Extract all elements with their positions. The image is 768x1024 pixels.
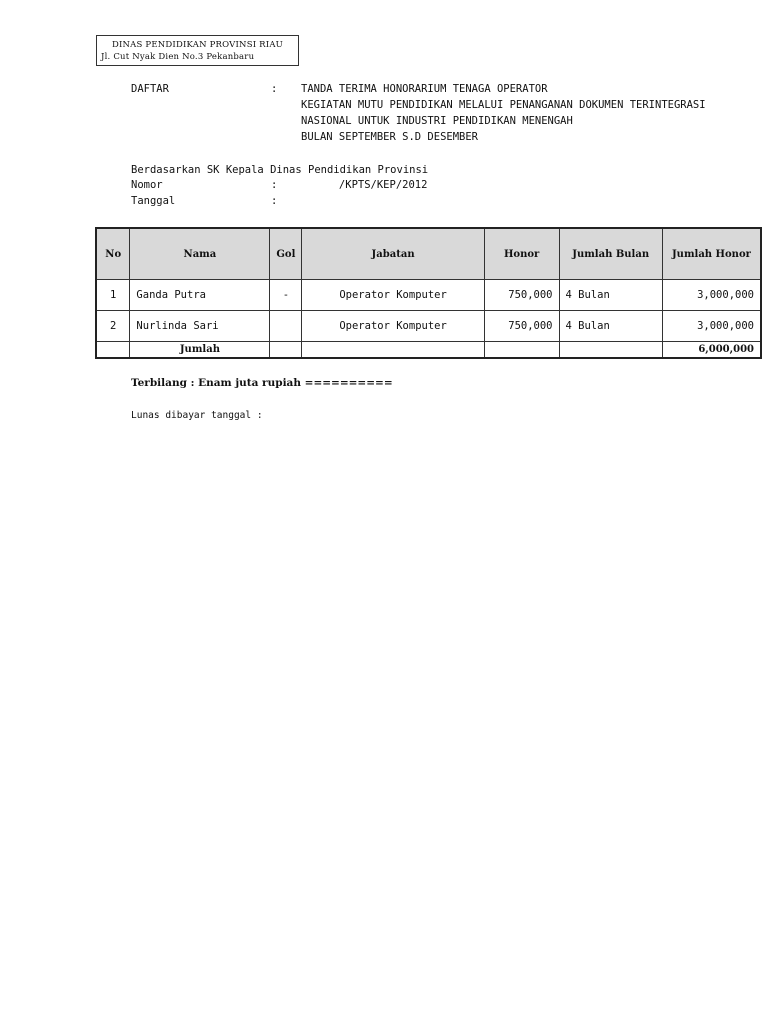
agency-header-box [96, 35, 299, 66]
cell-gol: - [270, 280, 302, 311]
total-value: 6,000,000 [662, 342, 761, 359]
cell-honor: 750,000 [484, 280, 559, 311]
cell-jumlah-bulan: 4 Bulan [559, 311, 662, 342]
cell-gol [270, 311, 302, 342]
cell-honor: 750,000 [484, 311, 559, 342]
header-gol: Gol [270, 228, 302, 280]
total-empty-gol [270, 342, 302, 359]
header-no: No [96, 228, 130, 280]
cell-jabatan: Operator Komputer [302, 311, 484, 342]
terbilang-text: Terbilang : Enam juta rupiah ========== [131, 377, 393, 389]
table-total-row [96, 342, 761, 359]
tanggal-colon: : [271, 195, 278, 207]
nomor-colon: : [271, 179, 278, 191]
cell-jabatan: Operator Komputer [302, 280, 484, 311]
nomor-value: /KPTS/KEP/2012 [301, 179, 428, 191]
header-honor: Honor [484, 228, 559, 280]
honorarium-table [95, 227, 762, 359]
sk-intro: Berdasarkan SK Kepala Dinas Pendidikan Provinsi [131, 164, 429, 176]
header-jabatan: Jabatan [302, 228, 484, 280]
daftar-line-1: TANDA TERIMA HONORARIUM TENAGA OPERATOR [301, 83, 548, 95]
total-empty-honor [484, 342, 559, 359]
tanggal-label: Tanggal [131, 195, 176, 207]
cell-no: 2 [96, 311, 130, 342]
daftar-line-2: KEGIATAN MUTU PENDIDIKAN MELALUI PENANGANAN DOKUMEN TERINTEGRASI [301, 99, 706, 111]
header-jumlah-honor: Jumlah Honor [662, 228, 761, 280]
table-row [96, 311, 761, 342]
nomor-label: Nomor [131, 179, 163, 191]
cell-jumlah-honor: 3,000,000 [662, 311, 761, 342]
cell-jumlah-honor: 3,000,000 [662, 280, 761, 311]
cell-no: 1 [96, 280, 130, 311]
daftar-line-4: BULAN SEPTEMBER S.D DESEMBER [301, 131, 479, 143]
total-label: Jumlah [130, 342, 270, 359]
daftar-label: DAFTAR [131, 83, 169, 95]
table-row [96, 280, 761, 311]
total-empty-jabatan [302, 342, 484, 359]
daftar-line-3: NASIONAL UNTUK INDUSTRI PENDIDIKAN MENENGAH [301, 115, 573, 127]
table-header-row [96, 228, 761, 280]
agency-address: Jl. Cut Nyak Dien No.3 Pekanbaru [101, 52, 255, 62]
total-empty-no [96, 342, 130, 359]
lunas-text: Lunas dibayar tanggal : [131, 410, 263, 421]
header-jumlah-bulan: Jumlah Bulan [559, 228, 662, 280]
total-empty-bulan [559, 342, 662, 359]
cell-jumlah-bulan: 4 Bulan [559, 280, 662, 311]
agency-name: DINAS PENDIDIKAN PROVINSI RIAU [111, 40, 284, 50]
daftar-colon: : [271, 83, 278, 95]
cell-nama: Ganda Putra [130, 280, 270, 311]
header-nama: Nama [130, 228, 270, 280]
cell-nama: Nurlinda Sari [130, 311, 270, 342]
